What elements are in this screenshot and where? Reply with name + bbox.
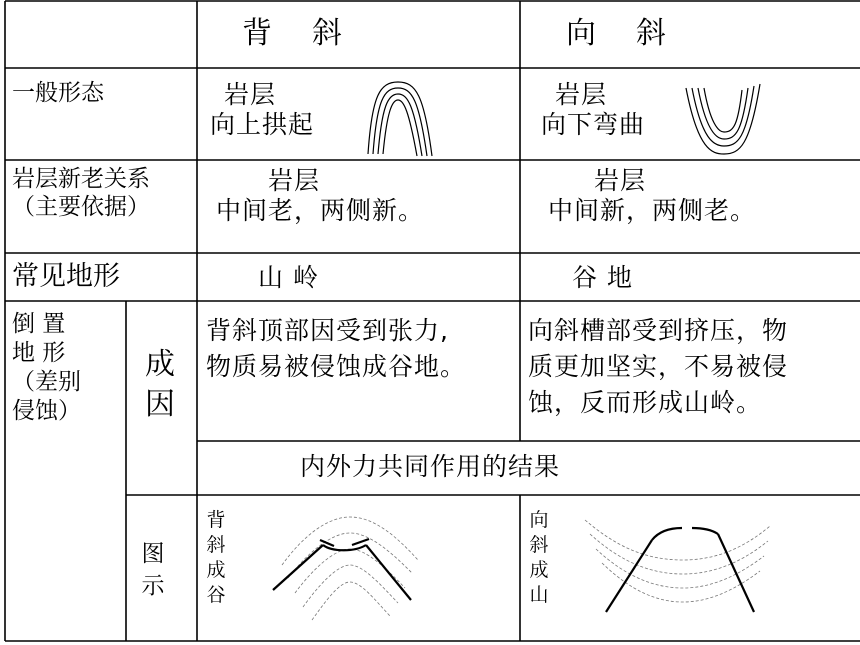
header-anticline: 背斜 [242, 16, 382, 51]
label-age-relation: 岩层新老关系 （主要依据） [12, 166, 150, 220]
syncline-form-text: 岩层 向下弯曲 [541, 80, 646, 139]
anticline-diagram-caption: 背 斜 成 谷 [206, 509, 226, 606]
syncline-diagram-caption: 向 斜 成 山 [529, 509, 549, 606]
label-inverted-landform: 倒 置 地 形 （差别 侵蚀） [12, 311, 81, 424]
label-diagram: 图 示 [141, 541, 165, 599]
anticline-age-text: 岩层 中间老，两侧新。 [216, 166, 425, 225]
label-landform: 常见地形 [12, 261, 120, 292]
anticline-form-text: 岩层 向上拱起 [210, 80, 315, 139]
syncline-age-text: 岩层 中间新，两侧老。 [548, 166, 757, 225]
syncline-landform: 谷 地 [572, 263, 633, 292]
anticline-landform: 山 岭 [258, 263, 319, 292]
anticline-valley-diagram [273, 517, 418, 620]
syncline-cause-text: 向斜槽部受到挤压，物 质更加坚实，不易被侵 蚀，反而形成山岭。 [528, 316, 789, 417]
anticline-cause-text: 背斜顶部因受到张力, 物质易被侵蚀成谷地。 [206, 316, 467, 381]
header-syncline: 向斜 [566, 16, 706, 51]
label-general-form: 一般形态 [12, 80, 104, 106]
syncline-fold-icon [686, 84, 760, 154]
syncline-mountain-diagram [585, 520, 770, 612]
label-cause: 成 因 [145, 347, 175, 422]
anticline-fold-icon [368, 82, 432, 156]
combined-result-text: 内外力共同作用的结果 [300, 452, 561, 481]
